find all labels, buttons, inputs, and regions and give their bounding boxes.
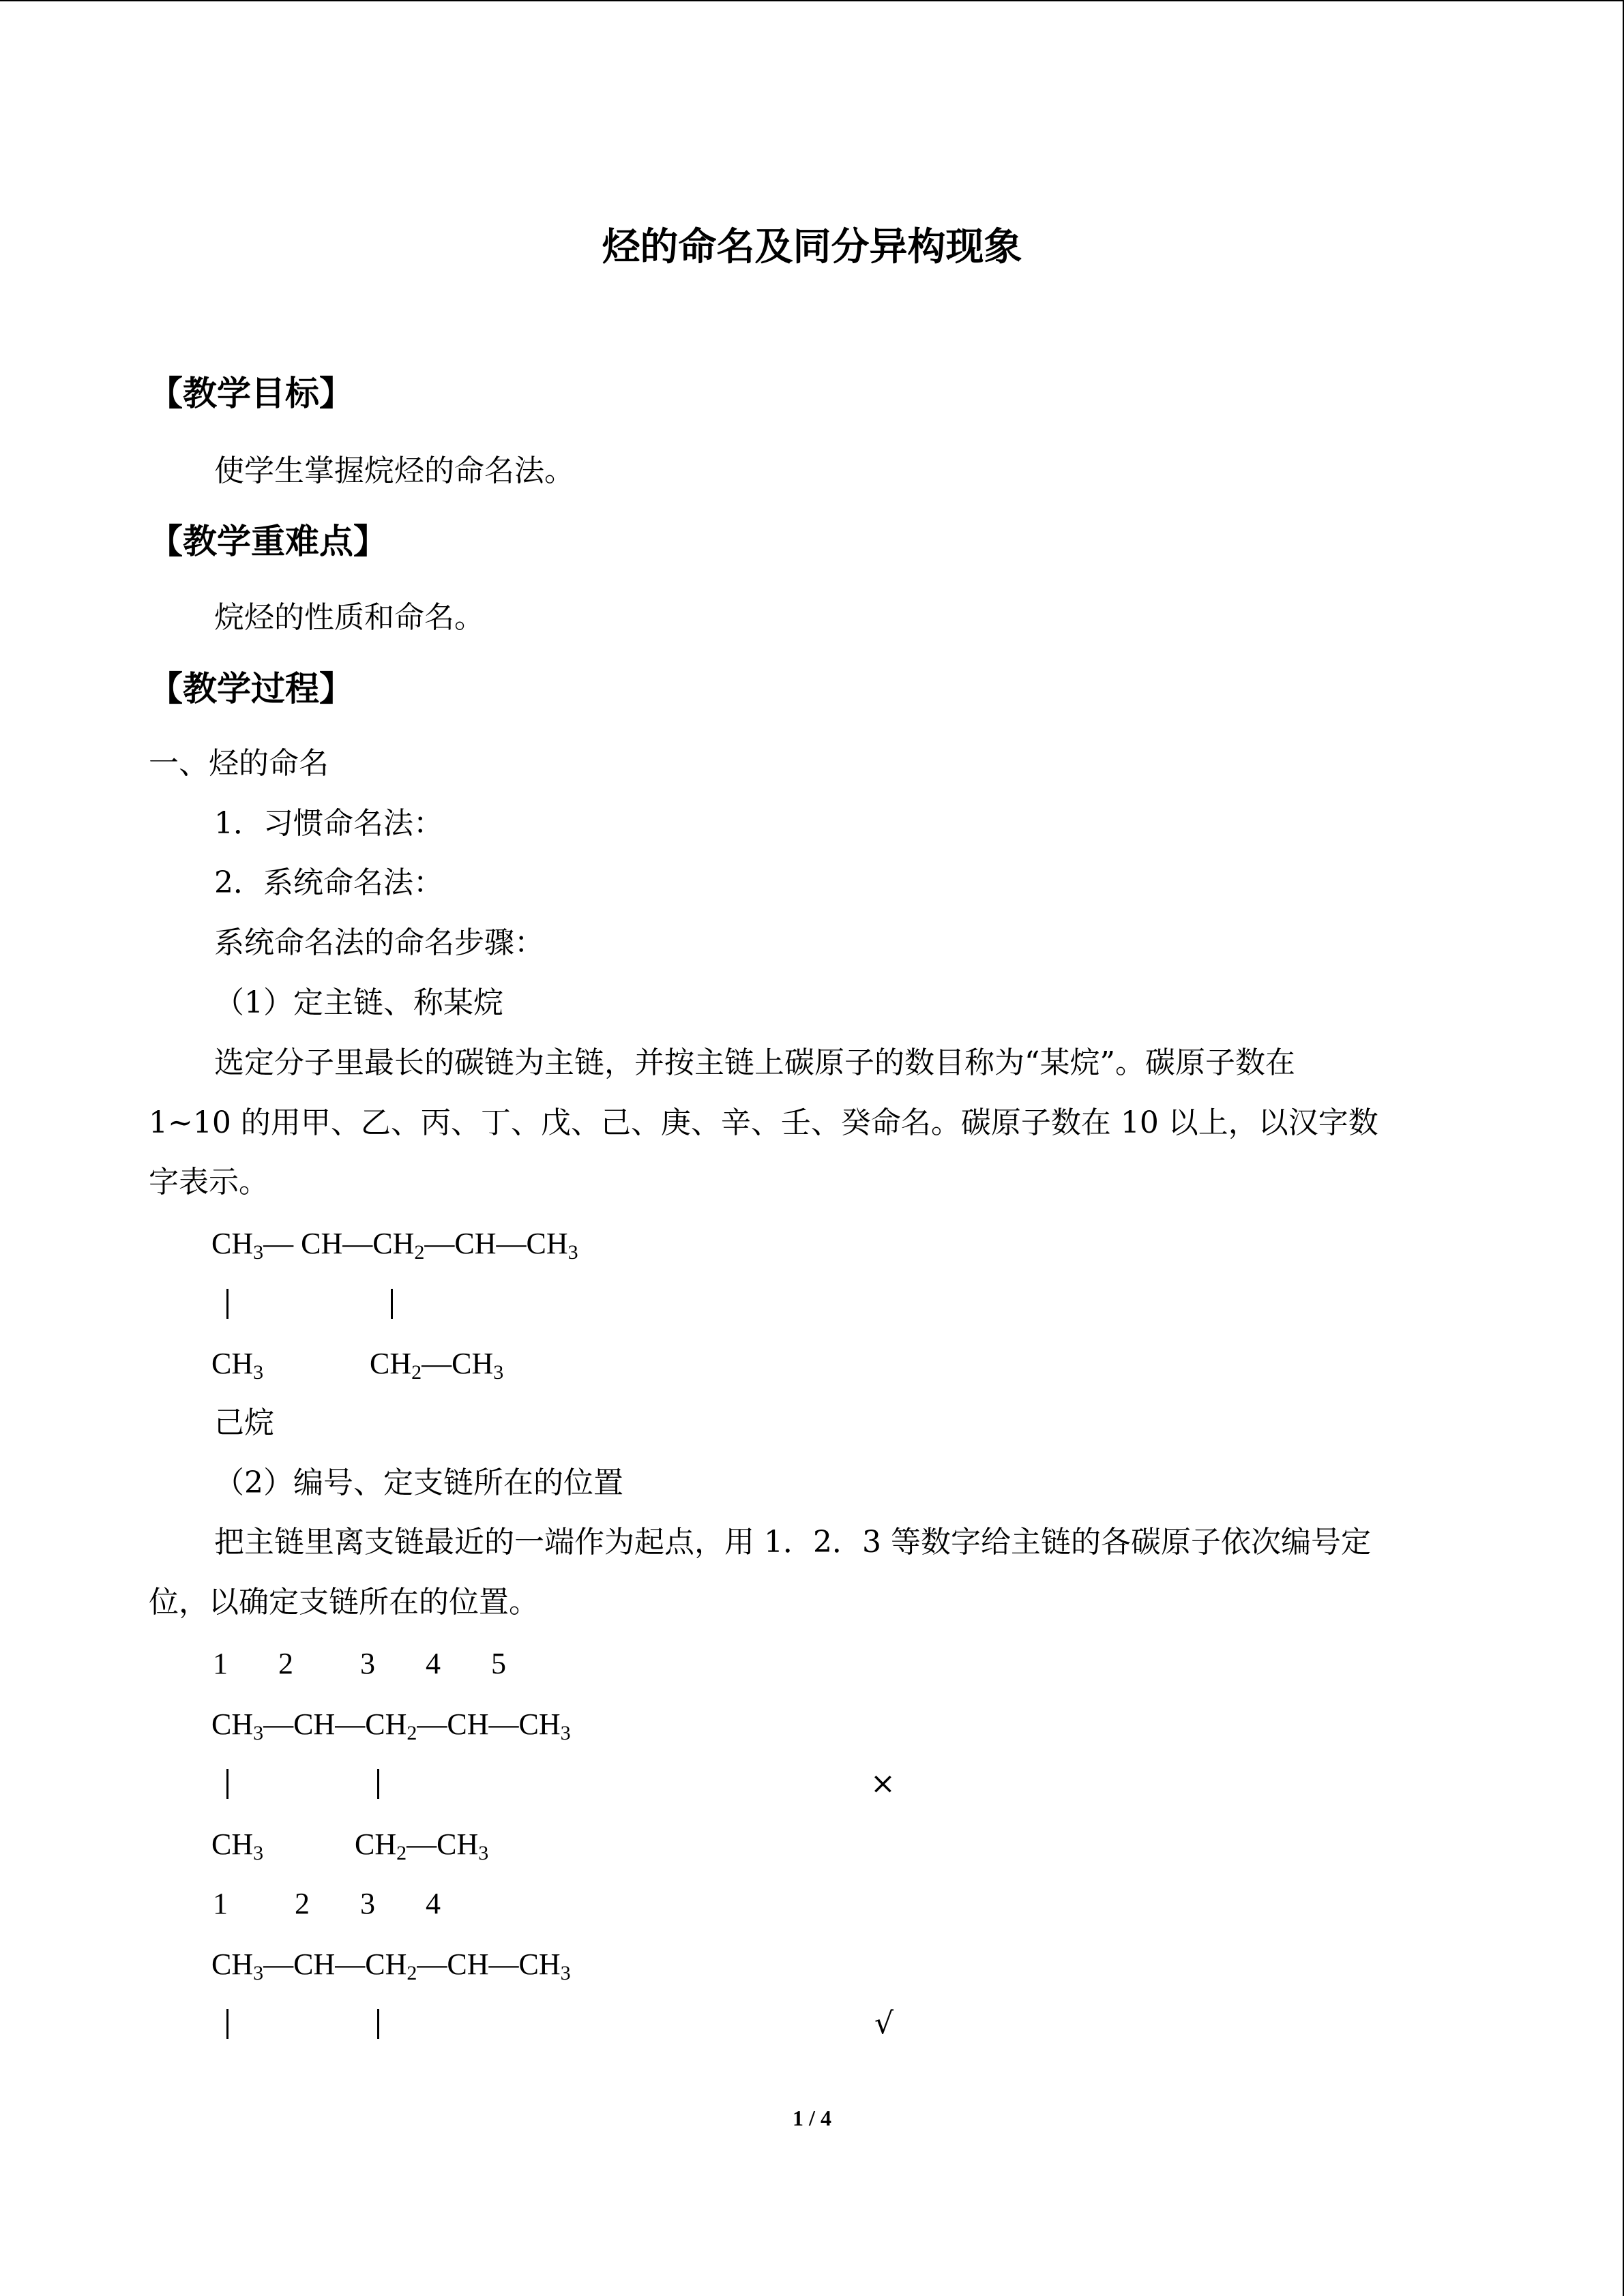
item-common-naming: 1．习惯命名法： [214,806,443,841]
step1-title: （1）定主链、称某烷 [214,985,503,1020]
document-title: 烃的命名及同分异构现象 [602,225,1022,269]
formula-example1-branch-right: $CH_2—CH_3$ [370,1347,504,1384]
numbering-wrong-4: 4 [426,1647,441,1680]
wrong-mark-icon: × [870,1766,896,1801]
bond-line [226,1289,228,1319]
steps-intro: 系统命名法的命名步骤： [214,925,544,960]
formula-example1-branch-left: $CH_3$ [211,1347,264,1384]
step1-paragraph-line1: 选定分子里最长的碳链为主链，并按主链上碳原子的数目称为“某烷”。碳原子数在 [214,1045,1295,1080]
bond-line [226,2009,228,2039]
bond-line [226,1769,228,1799]
section-title-naming: 一、烃的命名 [149,746,329,781]
step2-paragraph-line1: 把主链里离支链最近的一端作为起点，用 1．2．3 等数字给主链的各碳原子依次编号定 [214,1525,1371,1560]
numbering-wrong-3: 3 [360,1647,375,1680]
formula-example1-main-chain: $CH_3—$ $CH—CH_2—CH—CH_3$ [211,1227,578,1264]
numbering-right-3: 3 [360,1887,375,1920]
formula-wrong-branch-right: $CH_2—CH_3$ [355,1828,489,1864]
numbering-wrong-1: 1 [213,1647,228,1680]
heading-key-points: 【教学重难点】 [149,522,387,561]
check-mark-icon: √ [874,2006,894,2041]
example1-name: 己烷 [214,1405,274,1440]
numbering-wrong-2: 2 [278,1647,293,1680]
formula-wrong-main-chain: $CH_3—CH—CH_2—CH—CH_3$ [211,1708,571,1744]
bond-line [391,1289,393,1319]
key-points-text: 烷烃的性质和命名。 [214,600,484,635]
numbering-right-4: 4 [426,1887,441,1920]
step1-paragraph-line2: 1~10 的用甲、乙、丙、丁、戊、己、庚、辛、壬、癸命名。碳原子数在 10 以上，以汉字数 [149,1105,1378,1140]
step2-title: （2）编号、定支链所在的位置 [214,1465,623,1500]
numbering-right-2: 2 [295,1887,310,1920]
heading-objectives: 【教学目标】 [149,374,353,413]
page-number: 1 / 4 [793,2106,831,2130]
formula-right-main-chain: $CH_3—CH—CH_2—CH—CH_3$ [211,1948,571,1984]
heading-process: 【教学过程】 [149,669,353,709]
step1-paragraph-line3: 字表示。 [149,1165,269,1199]
bond-line [377,2009,379,2039]
step2-paragraph-line2: 位，以确定支链所在的位置。 [149,1585,539,1620]
objectives-text: 使学生掌握烷烃的命名法。 [214,453,574,488]
item-systematic-naming: 2．系统命名法： [214,865,443,900]
numbering-wrong-5: 5 [491,1647,506,1680]
bond-line [377,1769,379,1799]
formula-wrong-branch-left: $CH_3$ [211,1828,264,1864]
numbering-right-1: 1 [213,1887,228,1920]
